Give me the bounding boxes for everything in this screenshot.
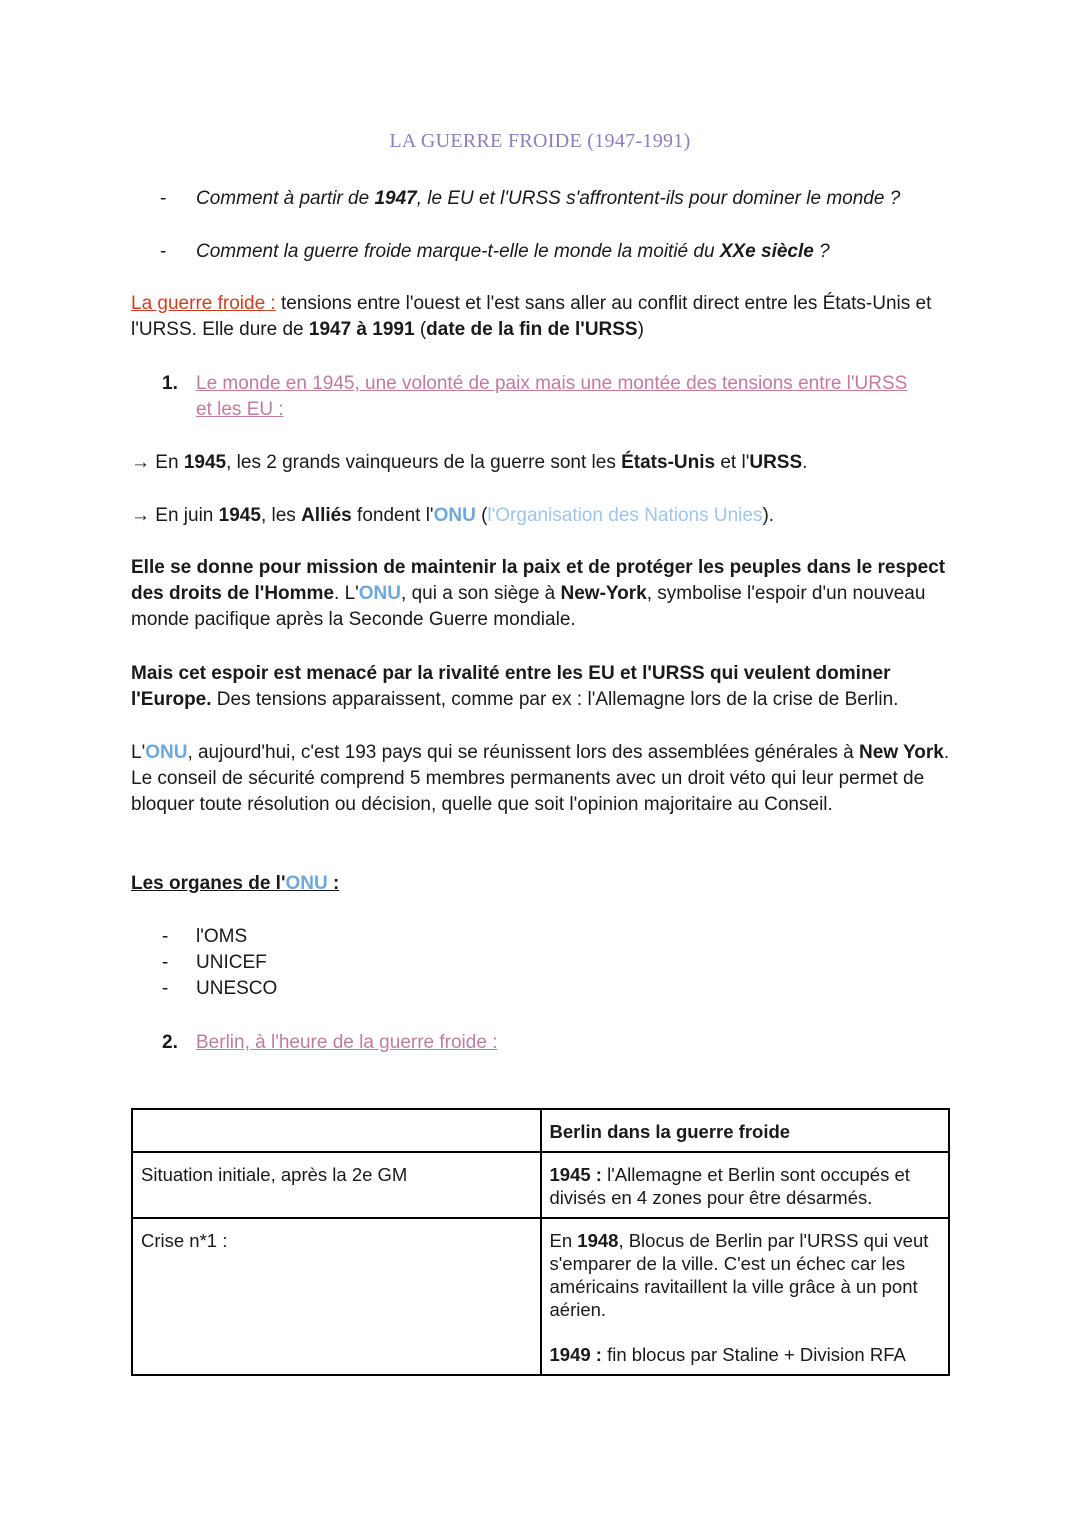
organes-label: Les organes de l'ONU : xyxy=(131,873,340,894)
table-cell: Situation initiale, après la 2e GM xyxy=(132,1152,541,1218)
page-title: LA GUERRE FROIDE (1947-1991) xyxy=(389,130,691,152)
table-header-cell: Berlin dans la guerre froide xyxy=(541,1109,950,1152)
arrow-line-2: → En juin 1945, les Alliés fondent l'ONU (l'Organisation des Nations Unies). xyxy=(131,505,775,526)
berlin-table xyxy=(131,1108,950,1376)
arrow-icon: → xyxy=(131,452,150,473)
arrow-line-1: → En 1945, les 2 grands vainqueurs de la guerre sont les États-Unis et l'URSS. xyxy=(131,452,808,473)
table-cell: Crise n*1 : xyxy=(132,1218,541,1375)
dash-bullet: - xyxy=(160,188,167,209)
table-cell: En 1948, Blocus de Berlin par l'URSS qui veut s'emparer de la ville. C'est un échec car les américains ravitaillent la ville grâce à un pont aérien. 1949 : fin blocus par Staline + Division RFA xyxy=(541,1218,950,1375)
definition-paragraph: La guerre froide : tensions entre l'ouest et l'est sans aller au conflit direct entre les États-Unis et l'URSS. Elle dure de 1947 à 1991 (date de la fin de l'URSS) xyxy=(131,293,932,340)
table-header-cell xyxy=(132,1109,541,1152)
table-header-row xyxy=(132,1109,949,1152)
espoir-paragraph: Mais cet espoir est menacé par la rivalité entre les EU et l'URSS qui veulent dominer l'Europe. Des tensions apparaissent, comme par ex : l'Allemagne lors de la crise de Berlin. xyxy=(131,663,899,710)
table-row xyxy=(132,1152,949,1218)
table-cell: 1945 : l'Allemagne et Berlin sont occupés et divisés en 4 zones pour être désarmés. xyxy=(541,1152,950,1218)
onu-paragraph: L'ONU, aujourd'hui, c'est 193 pays qui se réunissent lors des assemblées générales à New York. Le conseil de sécurité comprend 5 membres permanents avec un droit véto qui leur permet de bloquer toute résolution ou décision, quelle que soit l'opinion majoritaire au Conseil. xyxy=(131,742,950,815)
definition-term: La guerre froide : xyxy=(131,293,276,314)
mission-paragraph: Elle se donne pour mission de maintenir la paix et de protéger les peuples dans le respect des droits de l'Homme. L'ONU, qui a son siège à New-York, symbolise l'espoir d'un nouveau monde pacifique après la Seconde Guerre mondiale. xyxy=(131,557,946,630)
document-page: LA GUERRE FROIDE (1947-1991) - Comment à partir de 1947, le EU et l'URSS s'affrontent-ils pour dominer le monde ? - Comment la guerre froide marque-t-elle le monde la moitié du XXe siècle ? La guerre froide : tensions entre l'ouest et l'est sans aller au conflit direct entre les États-Unis et l'URSS. Elle dure de 1947 à 1991 (date de la fin de l'URSS) 1. Le monde en 1945, une volonté de paix mais une montée des tensions entre l'URSS et les EU : → En 1945, les 2 grands vainqueurs de la guerre sont les États-Unis et l'URSS. → En juin 1945, les Alliés fondent l'ONU (l'Organisation des Nations Unies). Elle se donne pour mission de maintenir la paix et de protéger les peuples dans le respect des droits de l'Homme. L'ONU, qui a son siège à New-York, symbolise l'espoir d'un nouveau monde pacifique après la Seconde Guerre mondiale. Mais cet espoir est menacé par la rivalité entre les EU et l'URSS qui veulent dominer l'Europe. Des tensions apparaissent, comme par ex : l'Allemagne lors de la crise de Berlin. L'ONU, aujourd'hui, c'est 193 pays qui se réunissent lors des assemblées générales à New York. Le conseil de sécurité comprend 5 membres permanents avec un droit véto qui leur permet de bloquer toute résolution ou décision, quelle que soit l'opinion majoritaire au Conseil. Les organes de l'ONU : - l'OMS - UNICEF - UNESCO 2. Berlin, à l'heure de la guerre froide : Berlin dans la guerre froide Situation initiale, après la 2e GM 1945 : l'Allemagne et Berlin sont occupés et divisés en 4 zones pour être désarmés. Crise n*1 : En 1948, Blocus de Berlin par l'URSS qui veut s'emparer de la ville. C'est un échec car les américains ravitaillent la ville grâce à un pont aérien. 1949 : fin blocus par Staline + Division RFA xyxy=(0,0,1080,1525)
dash-bullet: - xyxy=(160,241,167,262)
table-row xyxy=(132,1218,949,1375)
arrow-icon: → xyxy=(131,505,150,526)
